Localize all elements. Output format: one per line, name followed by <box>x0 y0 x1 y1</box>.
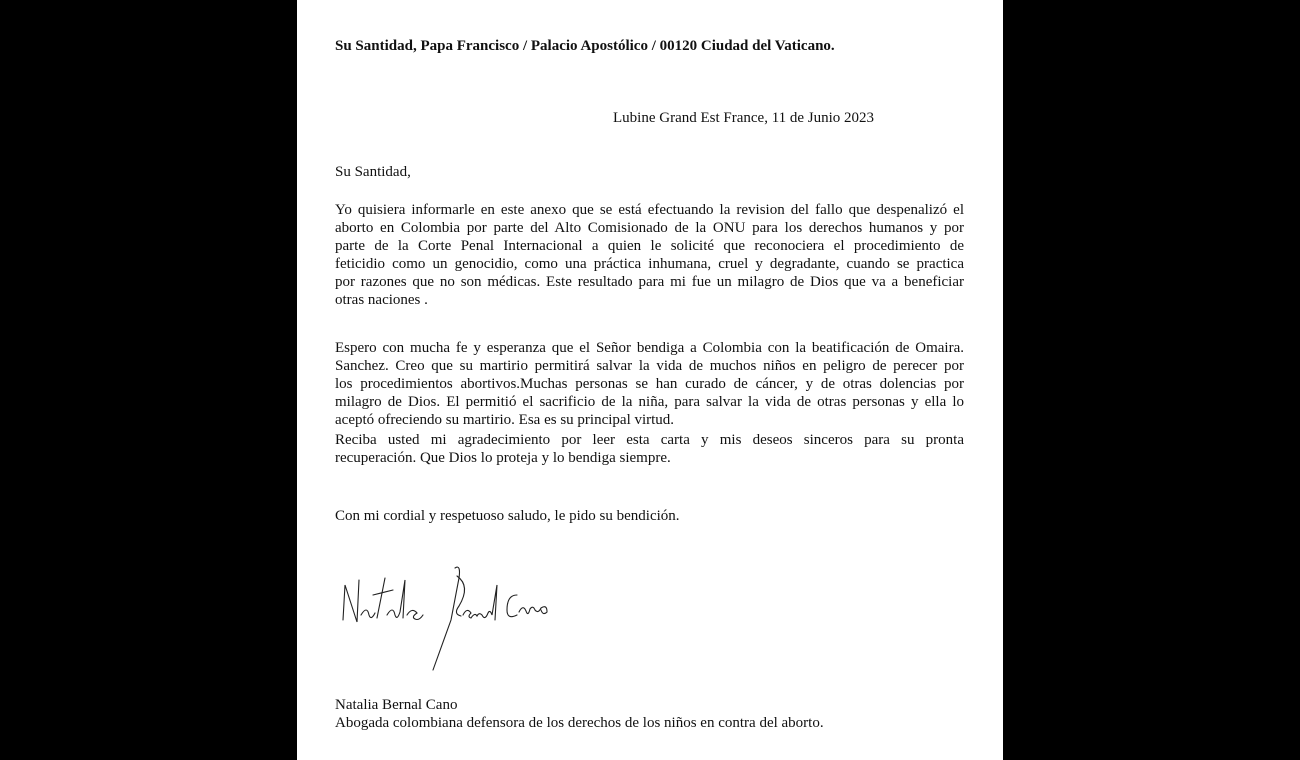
closing: Con mi cordial y respetuoso saludo, le pido su bendición. <box>335 508 680 524</box>
recipient-line: Su Santidad, Papa Francisco / Palacio Apostólico / 00120 Ciudad del Vaticano. <box>335 38 835 54</box>
paragraph-1 <box>335 201 964 309</box>
signer-title: Abogada colombiana defensora de los derechos de los niños en contra del aborto. <box>335 715 824 731</box>
paragraph-3 <box>335 431 964 467</box>
signer-name: Natalia Bernal Cano <box>335 697 458 713</box>
salutation: Su Santidad, <box>335 164 411 180</box>
paragraph-line: feticidio como un genocidio, como una práctica inhumana, cruel y degradante, cuando se practica <box>335 256 964 272</box>
paragraph-line: por razones que no son médicas. Este resultado para mi fue un milagro de Dios que va a beneficiar <box>335 274 964 290</box>
paragraph-line: Reciba usted mi agradecimiento por leer esta carta y mis deseos sinceros para su pronta <box>335 432 964 448</box>
paragraph-2 <box>335 339 964 429</box>
paragraph-line: Yo quisiera informarle en este anexo que se está efectuando la revision del fallo que despenalizó el <box>335 202 964 218</box>
handwritten-signature <box>337 560 557 675</box>
letter-page <box>297 0 1003 760</box>
paragraph-line: Sanchez. Creo que su martirio permitirá salvar la vida de muchos niños en peligro de perecer por <box>335 358 964 374</box>
paragraph-line: recuperación. Que Dios lo proteja y lo bendiga siempre. <box>335 450 671 466</box>
paragraph-line: aborto en Colombia por parte del Alto Comisionado de la ONU para los derechos humanos y por <box>335 220 964 236</box>
paragraph-line: Espero con mucha fe y esperanza que el Señor bendiga a Colombia con la beatificación de Omaira. <box>335 340 964 356</box>
paragraph-line: otras naciones . <box>335 292 428 308</box>
place-date: Lubine Grand Est France, 11 de Junio 2023 <box>613 110 875 126</box>
paragraph-line: los procedimientos abortivos.Muchas personas se han curado de cáncer, y de otras dolencias por <box>335 376 964 392</box>
paragraph-line: milagro de Dios. El permitió el sacrificio de la niña, para salvar la vida de otras personas y ella lo <box>335 394 964 410</box>
paragraph-line: aceptó ofreciendo su martirio. Esa es su principal virtud. <box>335 412 675 428</box>
paragraph-line: parte de la Corte Penal Internacional a quien le solicité que reconociera el procedimiento de <box>335 238 964 254</box>
